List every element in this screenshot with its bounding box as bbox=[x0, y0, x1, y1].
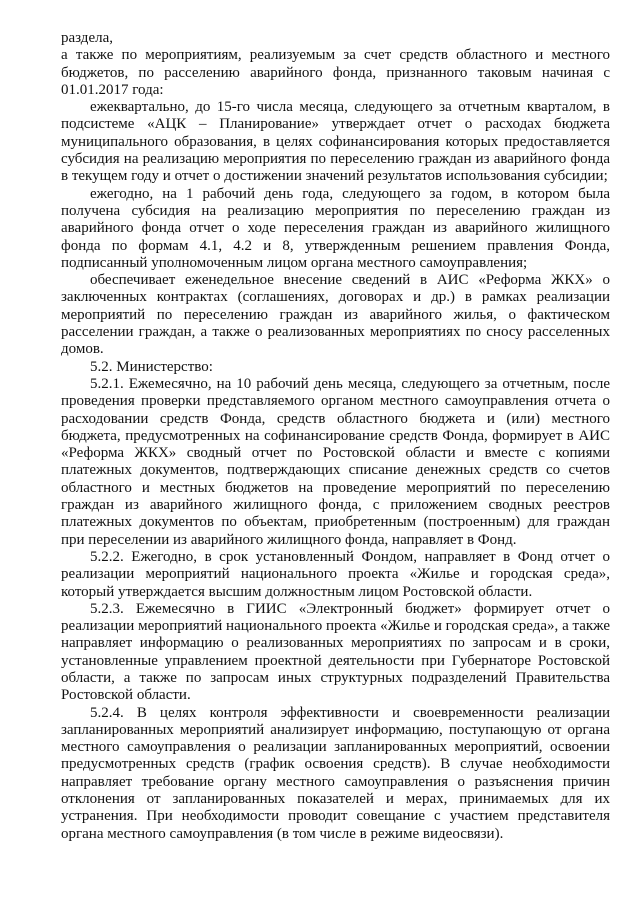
paragraph-5-2-3: 5.2.3. Ежемесячно в ГИИС «Электронный бюджет» формирует отчет о реализации мероприятий национального проекта «Жилье и городская среда», а также направляет информацию о реализованных мероприятиях по запросам и в сроки, установленные управлением проектной деятельности при Губернаторе Ростовской области, а также по запросам иных структурных подразделений Правительства Ростовской области. bbox=[61, 600, 610, 704]
paragraph-quarterly-report: ежеквартально, до 15-го числа месяца, следующего за отчетным кварталом, в подсистеме «АЦК – Планирование» утверждает отчет о расходах бюджета муниципального образования, в целях софинансирования которых предоставляется субсидия на реализацию мероприятия по переселению граждан из аварийного фонда в текущем году и отчет о достижении значений результатов использования субсидии; bbox=[61, 99, 610, 185]
paragraph-emergency-fund-intro: а также по мероприятиям, реализуемым за счет средств областного и местного бюджетов, по расселению аварийного фонда, признанного таковым начиная с 01.01.2017 года: bbox=[61, 47, 610, 98]
document-page bbox=[61, 30, 610, 843]
paragraph-5-2-1: 5.2.1. Ежемесячно, на 10 рабочий день месяца, следующего за отчетным, после проведения проверки представляемого органом местного самоуправления отчета о расходовании средств Фонда, средств областного бюджета и (или) местного бюджета, предусмотренных на софинансирование средств Фонда, формирует в АИС «Реформа ЖКХ» сводный отчет по Ростовской области и вместе с копиями платежных документов, подтверждающих списание денежных средств со счетов областного и местных бюджетов на проведение мероприятий по переселению граждан из аварийного жилищного фонда, с приложением сводных реестров платежных документов по объектам, приобретенным (построенным) для граждан при переселении из аварийного жилищного фонда, направляет в Фонд. bbox=[61, 375, 610, 548]
paragraph-section-end: раздела, bbox=[61, 30, 113, 46]
paragraph-5-2-2: 5.2.2. Ежегодно, в срок установленный Фондом, направляет в Фонд отчет о реализации мероприятий национального проекта «Жилье и городская среда», который утверждается высшим должностным лицом Ростовской области. bbox=[61, 548, 610, 600]
section-heading-ministry: 5.2. Министерство: bbox=[90, 358, 213, 375]
paragraph-annual-report: ежегодно, на 1 рабочий день года, следующего за годом, в котором была получена субсидия на реализацию мероприятия по переселению граждан из аварийного фонда отчет о ходе переселения граждан из аварийного жилищного фонда по формам 4.1, 4.2 и 8, утвержденным решением правления Фонда, подписанный уполномоченным лицом органа местного самоуправления; bbox=[61, 185, 610, 271]
paragraph-5-2-4: 5.2.4. В целях контроля эффективности и своевременности реализации запланированных мероприятий анализирует информацию, поступающую от органа местного самоуправления о реализации запланированных мероприятий, освоении предусмотренных средств (график освоения средств). В случае необходимости направляет требование органу местного самоуправления о разъяснения причин отклонения от запланированных показателей и мерах, принимаемых для их устранения. При необходимости проводит совещание с участием представителя органа местного самоуправления (в том числе в режиме видеосвязи). bbox=[61, 704, 610, 842]
paragraph-weekly-ais-update: обеспечивает еженедельное внесение сведений в АИС «Реформа ЖКХ» о заключенных контрактах (соглашениях, договорах и др.) в рамках реализации мероприятий по переселению граждан из аварийного жилья, о фактическом расселении граждан, а также о реализованных мероприятиях по сносу расселенных домов. bbox=[61, 272, 610, 358]
